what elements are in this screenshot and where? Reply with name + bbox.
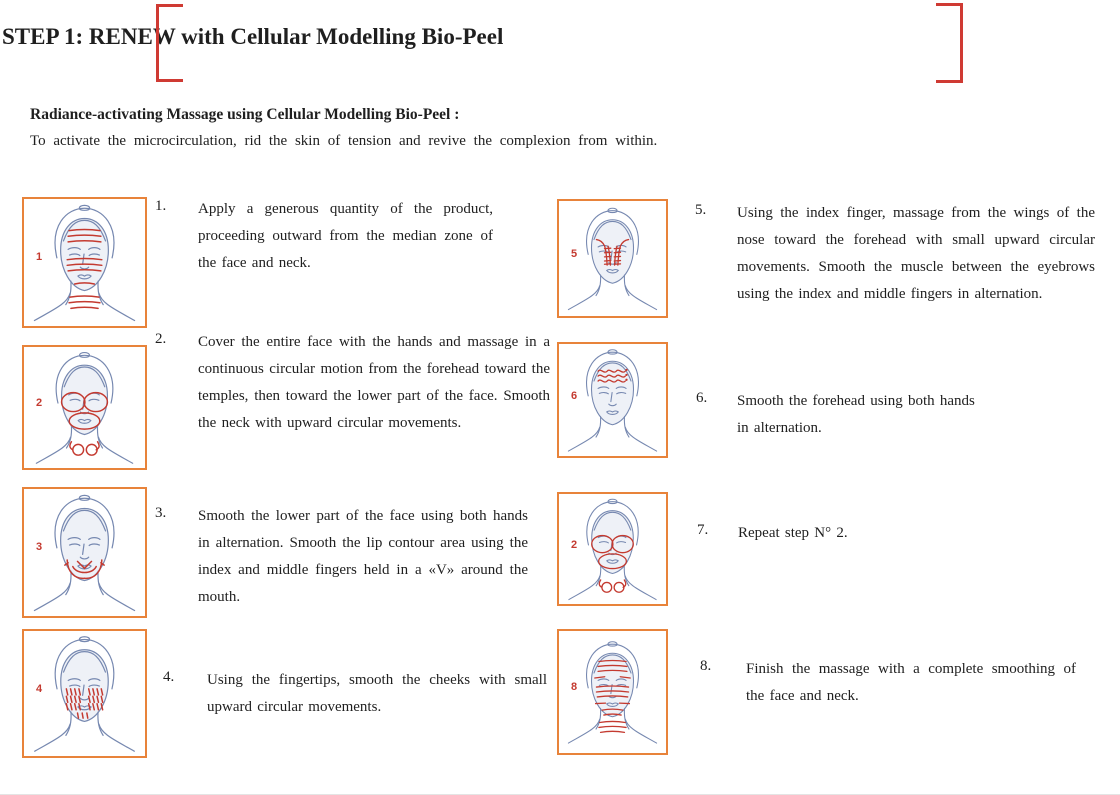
step-3-number: 3. [155, 505, 167, 521]
figure-number: 1 [36, 251, 43, 264]
figure-number: 4 [36, 682, 43, 695]
step-2-text: Cover the entire face with the hands and massage in a continuous circular motion from the forehead toward the temples, then toward the lower part of the face. Smooth the neck with upward circular movements. [198, 334, 550, 431]
step-8-number: 8. [700, 658, 712, 674]
step-6-figure-box [557, 342, 668, 458]
step-6-text: Smooth the forehead using both hands in alternation. [737, 393, 975, 436]
step-2-figure-box [22, 345, 147, 470]
step-3-figure-box [22, 487, 147, 618]
face-diagram-cheek-strokes [26, 633, 143, 754]
figure-number: 2 [36, 396, 43, 409]
step-1-text: Apply a generous quantity of the product, proceeding outward from the median zone of the face and neck. [198, 201, 493, 271]
face-diagram-outward-strokes [26, 201, 143, 324]
step-2-number: 2. [155, 331, 167, 347]
step-4-text: Using the fingertips, smooth the cheeks with small upward circular movements. [207, 672, 547, 715]
figure-number: 6 [571, 389, 578, 402]
step-8-figure-box [557, 629, 668, 755]
crop-mark-open [156, 4, 183, 82]
step-5-figure-box [557, 199, 668, 318]
step-5-number: 5. [695, 202, 707, 218]
step-7-number: 7. [697, 522, 709, 538]
step-4-figure-box [22, 629, 147, 758]
page-title: STEP 1: RENEW with Cellular Modelling Bio-Peel [2, 24, 504, 49]
crop-mark-close [936, 3, 963, 83]
step-5-text: Using the index finger, massage from the wings of the nose toward the forehead with small upward circular movements. Smooth the muscle between the eyebrows using the index and middle fingers in alternation. [737, 205, 1095, 302]
figure-number: 3 [36, 541, 43, 554]
step-6-number: 6. [696, 390, 708, 406]
step-7-figure-box [557, 492, 668, 606]
step-4-number: 4. [163, 669, 175, 685]
figure-number: 8 [571, 681, 578, 694]
figure-number: 5 [571, 247, 578, 260]
step-1-number: 1. [155, 198, 167, 214]
figure-number: 2 [571, 538, 578, 551]
face-diagram-mouth-contour [26, 491, 143, 614]
step-7-text: Repeat step N° 2. [738, 525, 848, 541]
step-3-text: Smooth the lower part of the face using both hands in alternation. Smooth the lip contour area using the index and middle fingers held in a «V» around the mouth. [198, 508, 528, 605]
face-diagram-circular-motion [26, 349, 143, 466]
step-1-figure-box [22, 197, 147, 328]
section-heading: Radiance-activating Massage using Cellular Modelling Bio-Peel : [30, 106, 460, 123]
step-8-text: Finish the massage with a complete smoothing of the face and neck. [746, 661, 1076, 704]
section-description: To activate the microcirculation, rid the skin of tension and revive the complexion from within. [30, 133, 658, 149]
